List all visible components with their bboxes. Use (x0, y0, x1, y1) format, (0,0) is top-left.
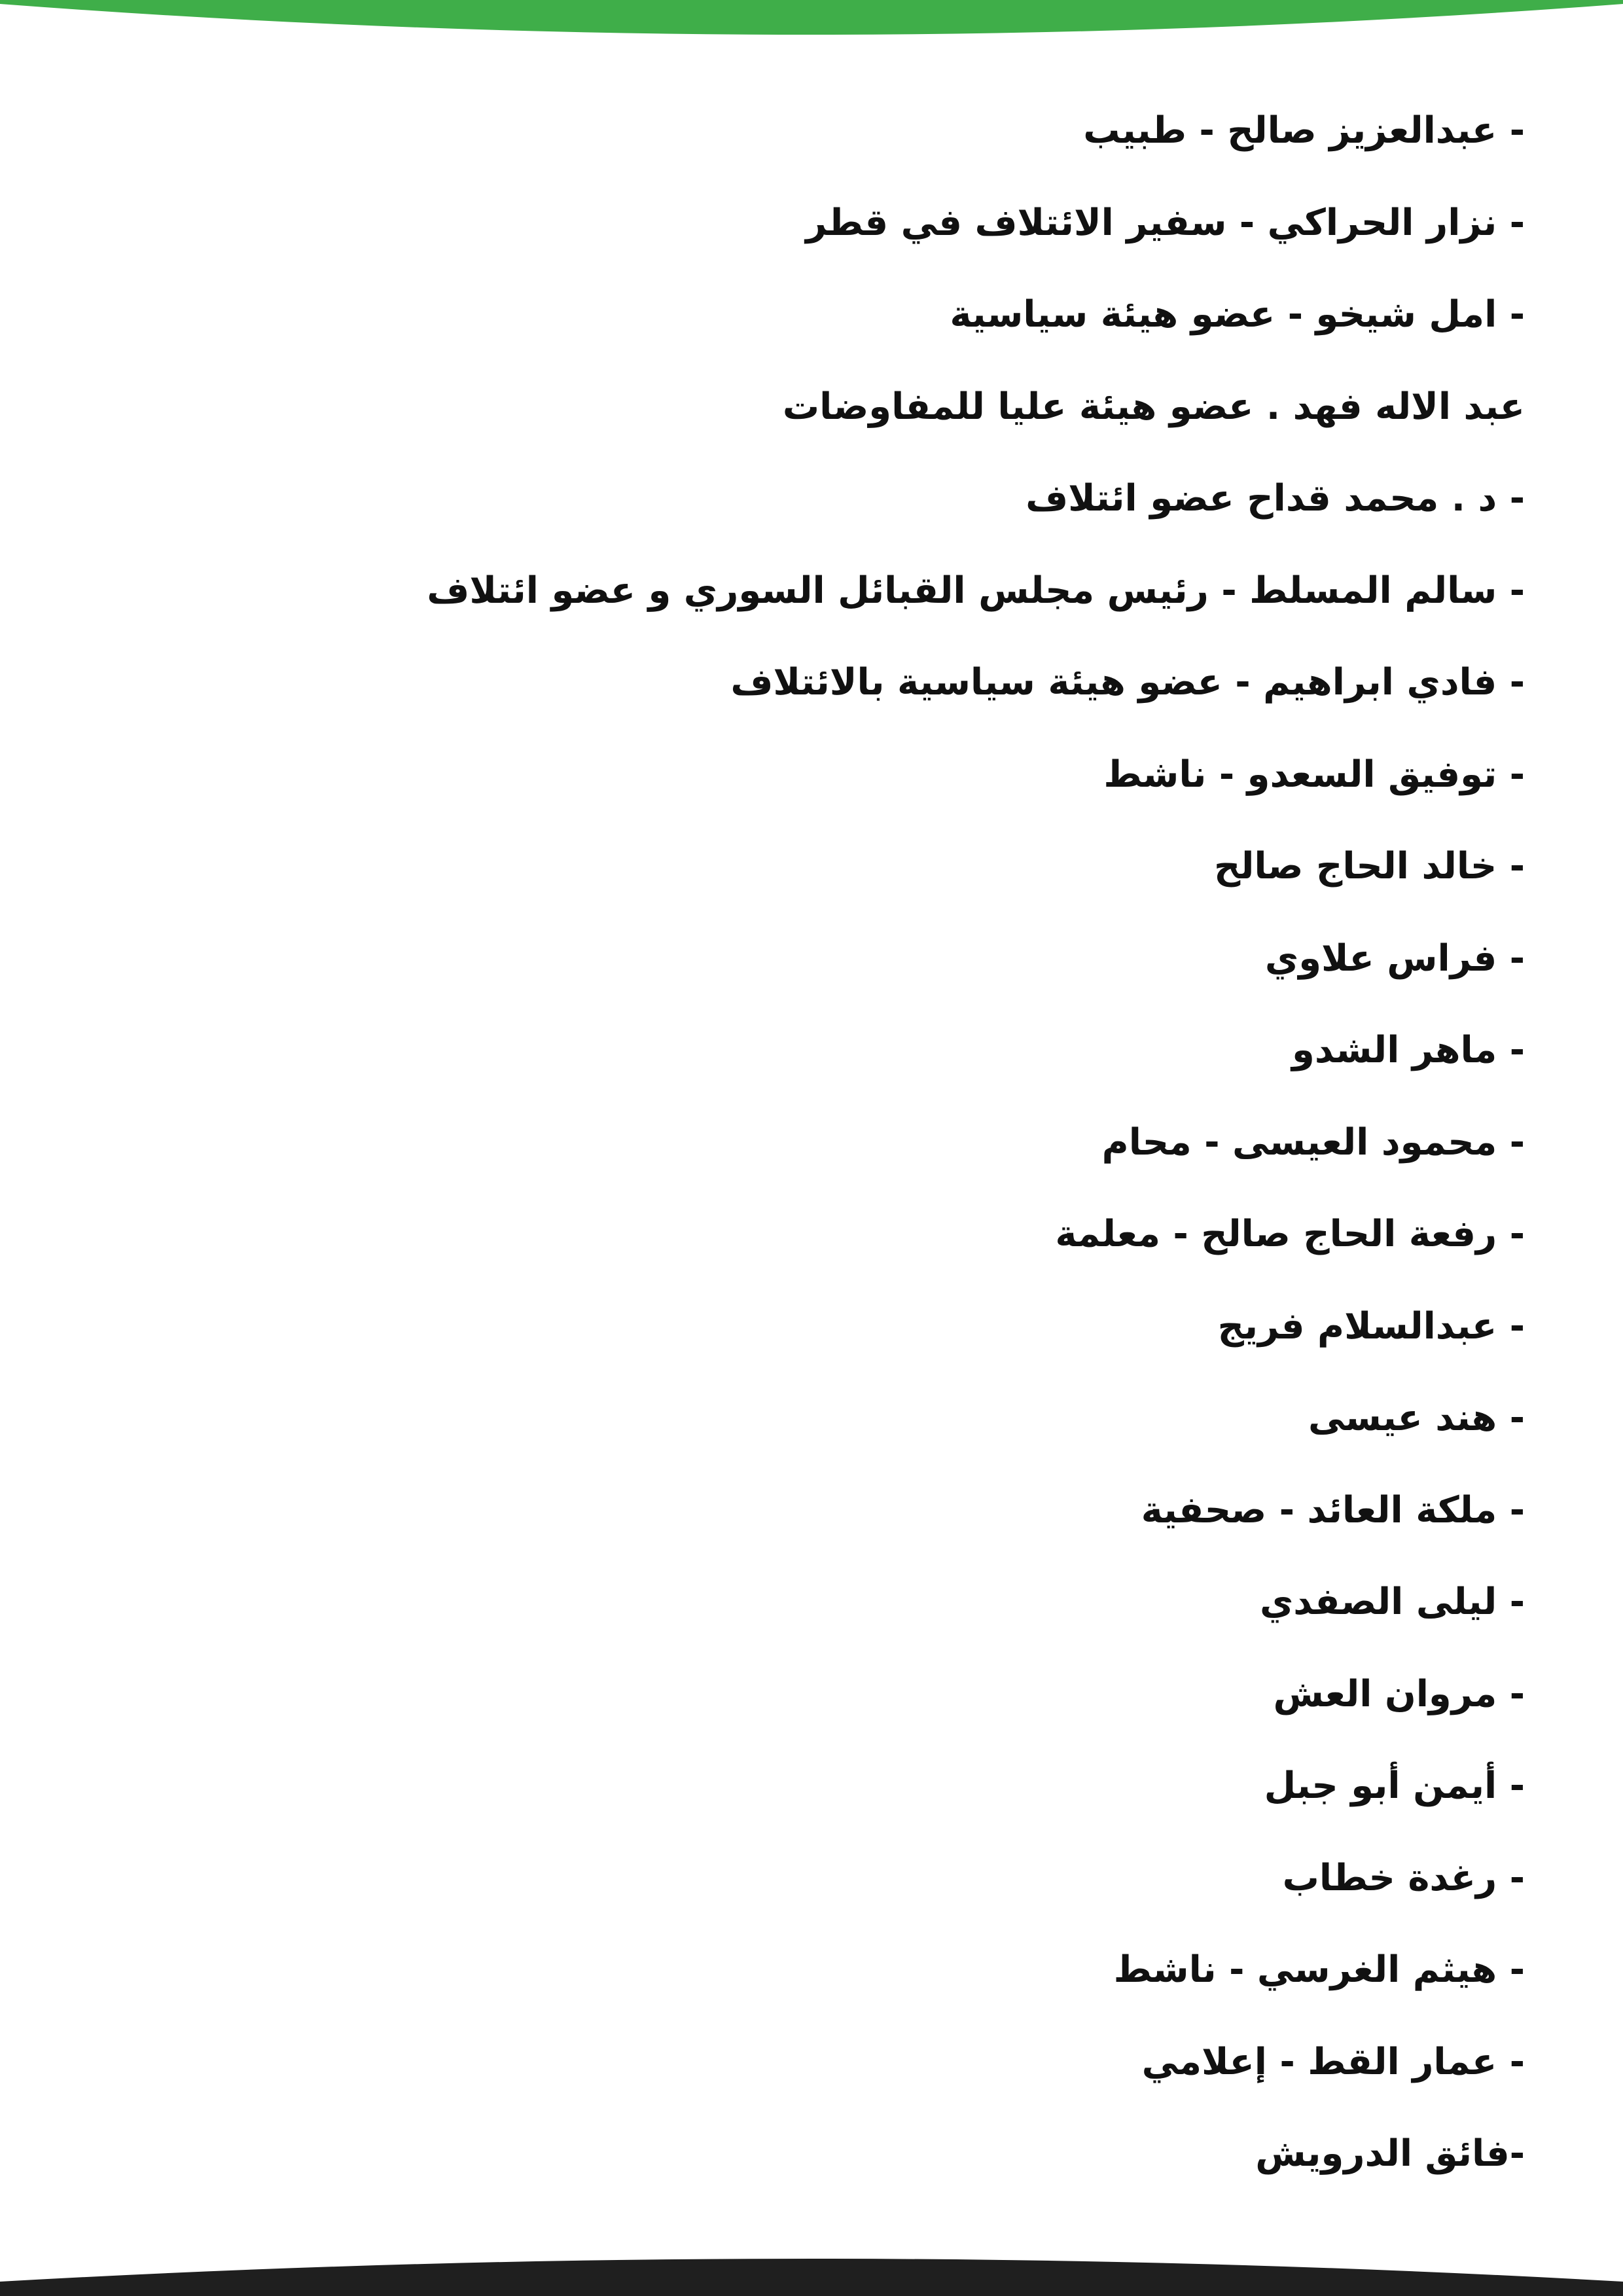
list-item: - رغدة خطاب (1282, 1856, 1525, 1899)
list-item: - ماهر الشدو (1292, 1029, 1525, 1071)
names-list (216, 85, 1525, 2200)
list-item: - توفيق السعدو - ناشط (1103, 753, 1525, 796)
list-item: - عبدالعزيز صالح - طبيب (1083, 109, 1525, 152)
list-item: - أيمن أبو جبل (1264, 1765, 1525, 1807)
list-item: - سالم المسلط - رئيس مجلس القبائل السوري و عضو ائتلاف (427, 569, 1525, 612)
list-item: -فائق الدرويش (1255, 2132, 1525, 2175)
list-item: - خالد الحاج صالح (1214, 845, 1525, 888)
list-item: - د . محمد قداح عضو ائتلاف (1026, 477, 1525, 520)
list-item: عبد الاله فهد . عضو هيئة عليا للمفاوضات (782, 385, 1525, 428)
list-item: - امل شيخو - عضو هيئة سياسية (950, 293, 1525, 336)
list-item: - هيثم الغرسي - ناشط (1113, 1948, 1525, 1991)
list-item: - ملكة العائد - صحفية (1141, 1488, 1525, 1532)
list-item: - عبدالسلام فريج (1217, 1304, 1525, 1348)
list-item: - محمود العيسى - محام (1101, 1121, 1525, 1164)
list-item: - عمار القط - إعلامي (1141, 2040, 1525, 2083)
list-item: - فراس علاوي (1264, 937, 1525, 980)
list-item: - هند عيسى (1308, 1397, 1525, 1439)
top-green-band (0, 0, 1623, 37)
bottom-dark-band (0, 2255, 1623, 2296)
list-item: - رفعة الحاج صالح - معلمة (1055, 1213, 1525, 1255)
list-item: - مروان العش (1273, 1672, 1525, 1715)
list-item: - ليلى الصفدي (1259, 1581, 1525, 1623)
list-item: - نزار الحراكي - سفير الائتلاف في قطر (806, 201, 1525, 244)
list-item: - فادي ابراهيم - عضو هيئة سياسية بالائتلاف (730, 661, 1525, 704)
